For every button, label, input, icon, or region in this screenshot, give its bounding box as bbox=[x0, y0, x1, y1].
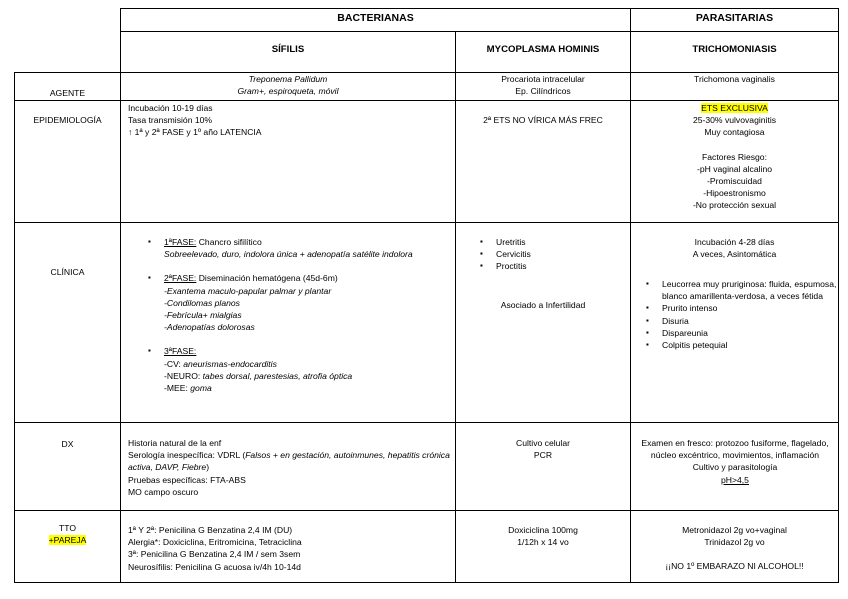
tto-trichomoniasis: Metronidazol 2g vo+vaginal Trinidazol 2g vo ¡¡NO 1º EMBARAZO NI ALCOHOL!! bbox=[631, 524, 838, 573]
tto-mycoplasma: Doxiciclina 100mg 1/12h x 14 vo bbox=[508, 525, 578, 548]
row-label-agente: AGENTE bbox=[49, 88, 86, 98]
ets-exclusiva-highlight: ETS EXCLUSIVA bbox=[701, 103, 768, 113]
dx-trichomoniasis: Examen en fresco: protozoo fusiforme, flagelado, núcleo excéntrico, movimientos, inflamación Cultivo y parasitología pH>4,5 bbox=[641, 438, 829, 485]
grid-line bbox=[120, 31, 839, 32]
pareja-label: +PAREJA bbox=[48, 535, 87, 546]
list-item: ▪ Dispareunia bbox=[636, 327, 838, 339]
epidemiologia-trichomoniasis: ETS EXCLUSIVA 25-30% vulvovaginitis Muy contagiosa Factores Riesgo: -pH vaginal alcalino -Promiscuidad -Hipoestronismo -No protección sexual bbox=[692, 103, 777, 211]
row-label-dx: DX bbox=[61, 439, 74, 449]
agente-mycoplasma: Procariota intracelular Ep. Cilíndricos bbox=[501, 74, 585, 97]
row-label-tto bbox=[15, 522, 120, 546]
grid-line bbox=[14, 422, 839, 423]
fase3-mee: -MEE: goma bbox=[164, 383, 212, 394]
serologia-inespecifica: Serología inespecífica: VDRL (Falsos + en gestación, autoinmunes, hepatitis crónica activa, DAVP, Fiebre) bbox=[128, 450, 450, 473]
epidemiologia-mycoplasma: 2ª ETS NO VÍRICA MÁS FREC bbox=[483, 115, 603, 125]
grid-line bbox=[14, 222, 839, 223]
epidemiologia-sifilis: Incubación 10-19 días Tasa transmisión 10% ↑ 1ª y 2ª FASE y 1º año LATENCIA bbox=[128, 103, 262, 138]
agente-sifilis: Treponema Pallidum Gram+, espiroqueta, móvil bbox=[237, 74, 339, 97]
list-item: ▪ Colpitis petequial bbox=[636, 339, 838, 351]
header-bacterianas: BACTERIANAS bbox=[337, 12, 414, 24]
grid-line bbox=[14, 582, 839, 583]
agente-trichomoniasis: Trichomona vaginalis bbox=[694, 74, 775, 84]
list-item: ▪ Uretritis bbox=[470, 236, 630, 248]
clinica-mycoplasma bbox=[470, 236, 630, 273]
dx-sifilis: Historia natural de la enf Serología inespecífica: VDRL (Falsos + en gestación, autoinmunes, hepatitis crónica activa, DAVP, Fiebre) Pruebas específicas: FTA-ABS MO campo oscuro bbox=[128, 437, 454, 498]
fase3-neuro: -NEURO: tabes dorsal, parestesias, atrofia óptica bbox=[164, 370, 353, 381]
clinica-trich-list bbox=[636, 278, 838, 351]
header-parasitarias: PARASITARIAS bbox=[695, 12, 774, 24]
grid-line bbox=[120, 8, 839, 9]
list-item: ▪ Prurito intenso bbox=[636, 302, 838, 314]
clinica-trich-top: Incubación 4-28 días A veces, Asintomática bbox=[692, 237, 777, 260]
header-mycoplasma: MYCOPLASMA HOMINIS bbox=[486, 44, 600, 55]
warning-text: ¡¡NO 1º EMBARAZO NI ALCOHOL!! bbox=[665, 561, 804, 572]
fase3-cv: -CV: aneurismas-endocarditis bbox=[164, 358, 277, 369]
ph-value: pH>4,5 bbox=[721, 474, 749, 485]
tto-sifilis: 1ª Y 2ª: Penicilina G Benzatina 2,4 IM (DU) Alergia*: Doxiciclina, Eritromicina, Tetraciclina 3ª: Penicilina G Benzatina 2,4 IM / sem 3sem Neurosífilis: Penicilina G acuosa iv/4h 10-14d bbox=[128, 525, 302, 572]
fase1-item: ▪ 1ªFASE: Chancro sifilítico bbox=[138, 236, 454, 248]
header-sifilis: SÍFILIS bbox=[271, 44, 305, 55]
clinica-sifilis: ▪ 1ªFASE: Chancro sifilítico Sobreelevado, duro, indolora única + adenopatía satélite indolora ▪ 2ªFASE: Diseminación hematógena (45d-6m) -Exantema maculo-papular palmar y plantar -Condilomas planos -Febrícula+ mialgias -Adenopatías dolorosas ▪ 3ªFASE: -CV: aneurismas-endocarditis -NEURO: tabes dorsal, parestesias, atrofia óptica -MEE: goma bbox=[138, 236, 454, 394]
header-trichomoniasis: TRICHOMONIASIS bbox=[692, 44, 777, 55]
grid-line bbox=[14, 100, 839, 101]
grid-line bbox=[14, 510, 839, 511]
row-label-clinica: CLÍNICA bbox=[50, 267, 85, 277]
dx-mycoplasma: Cultivo celular PCR bbox=[516, 438, 570, 461]
list-item: ▪ Proctitis bbox=[470, 260, 630, 272]
list-item: ▪ Cervicitis bbox=[470, 248, 630, 260]
list-item: ▪ Disuria bbox=[636, 315, 838, 327]
grid-line bbox=[630, 8, 631, 583]
grid-line bbox=[14, 72, 15, 583]
tto-label: TTO bbox=[58, 523, 77, 533]
fase2-item: ▪ 2ªFASE: Diseminación hematógena (45d-6m) bbox=[138, 272, 454, 284]
mycoplasma-infertilidad: Asociado a Infertilidad bbox=[500, 300, 586, 310]
grid-line bbox=[838, 8, 839, 583]
list-item: ▪ Leucorrea muy pruriginosa: fluida, espumosa, blanco amarillenta-verdosa, a veces fétida bbox=[636, 278, 838, 302]
row-label-epidemiologia: EPIDEMIOLOGÍA bbox=[33, 115, 102, 125]
fase3-item: ▪ 3ªFASE: bbox=[138, 345, 454, 357]
